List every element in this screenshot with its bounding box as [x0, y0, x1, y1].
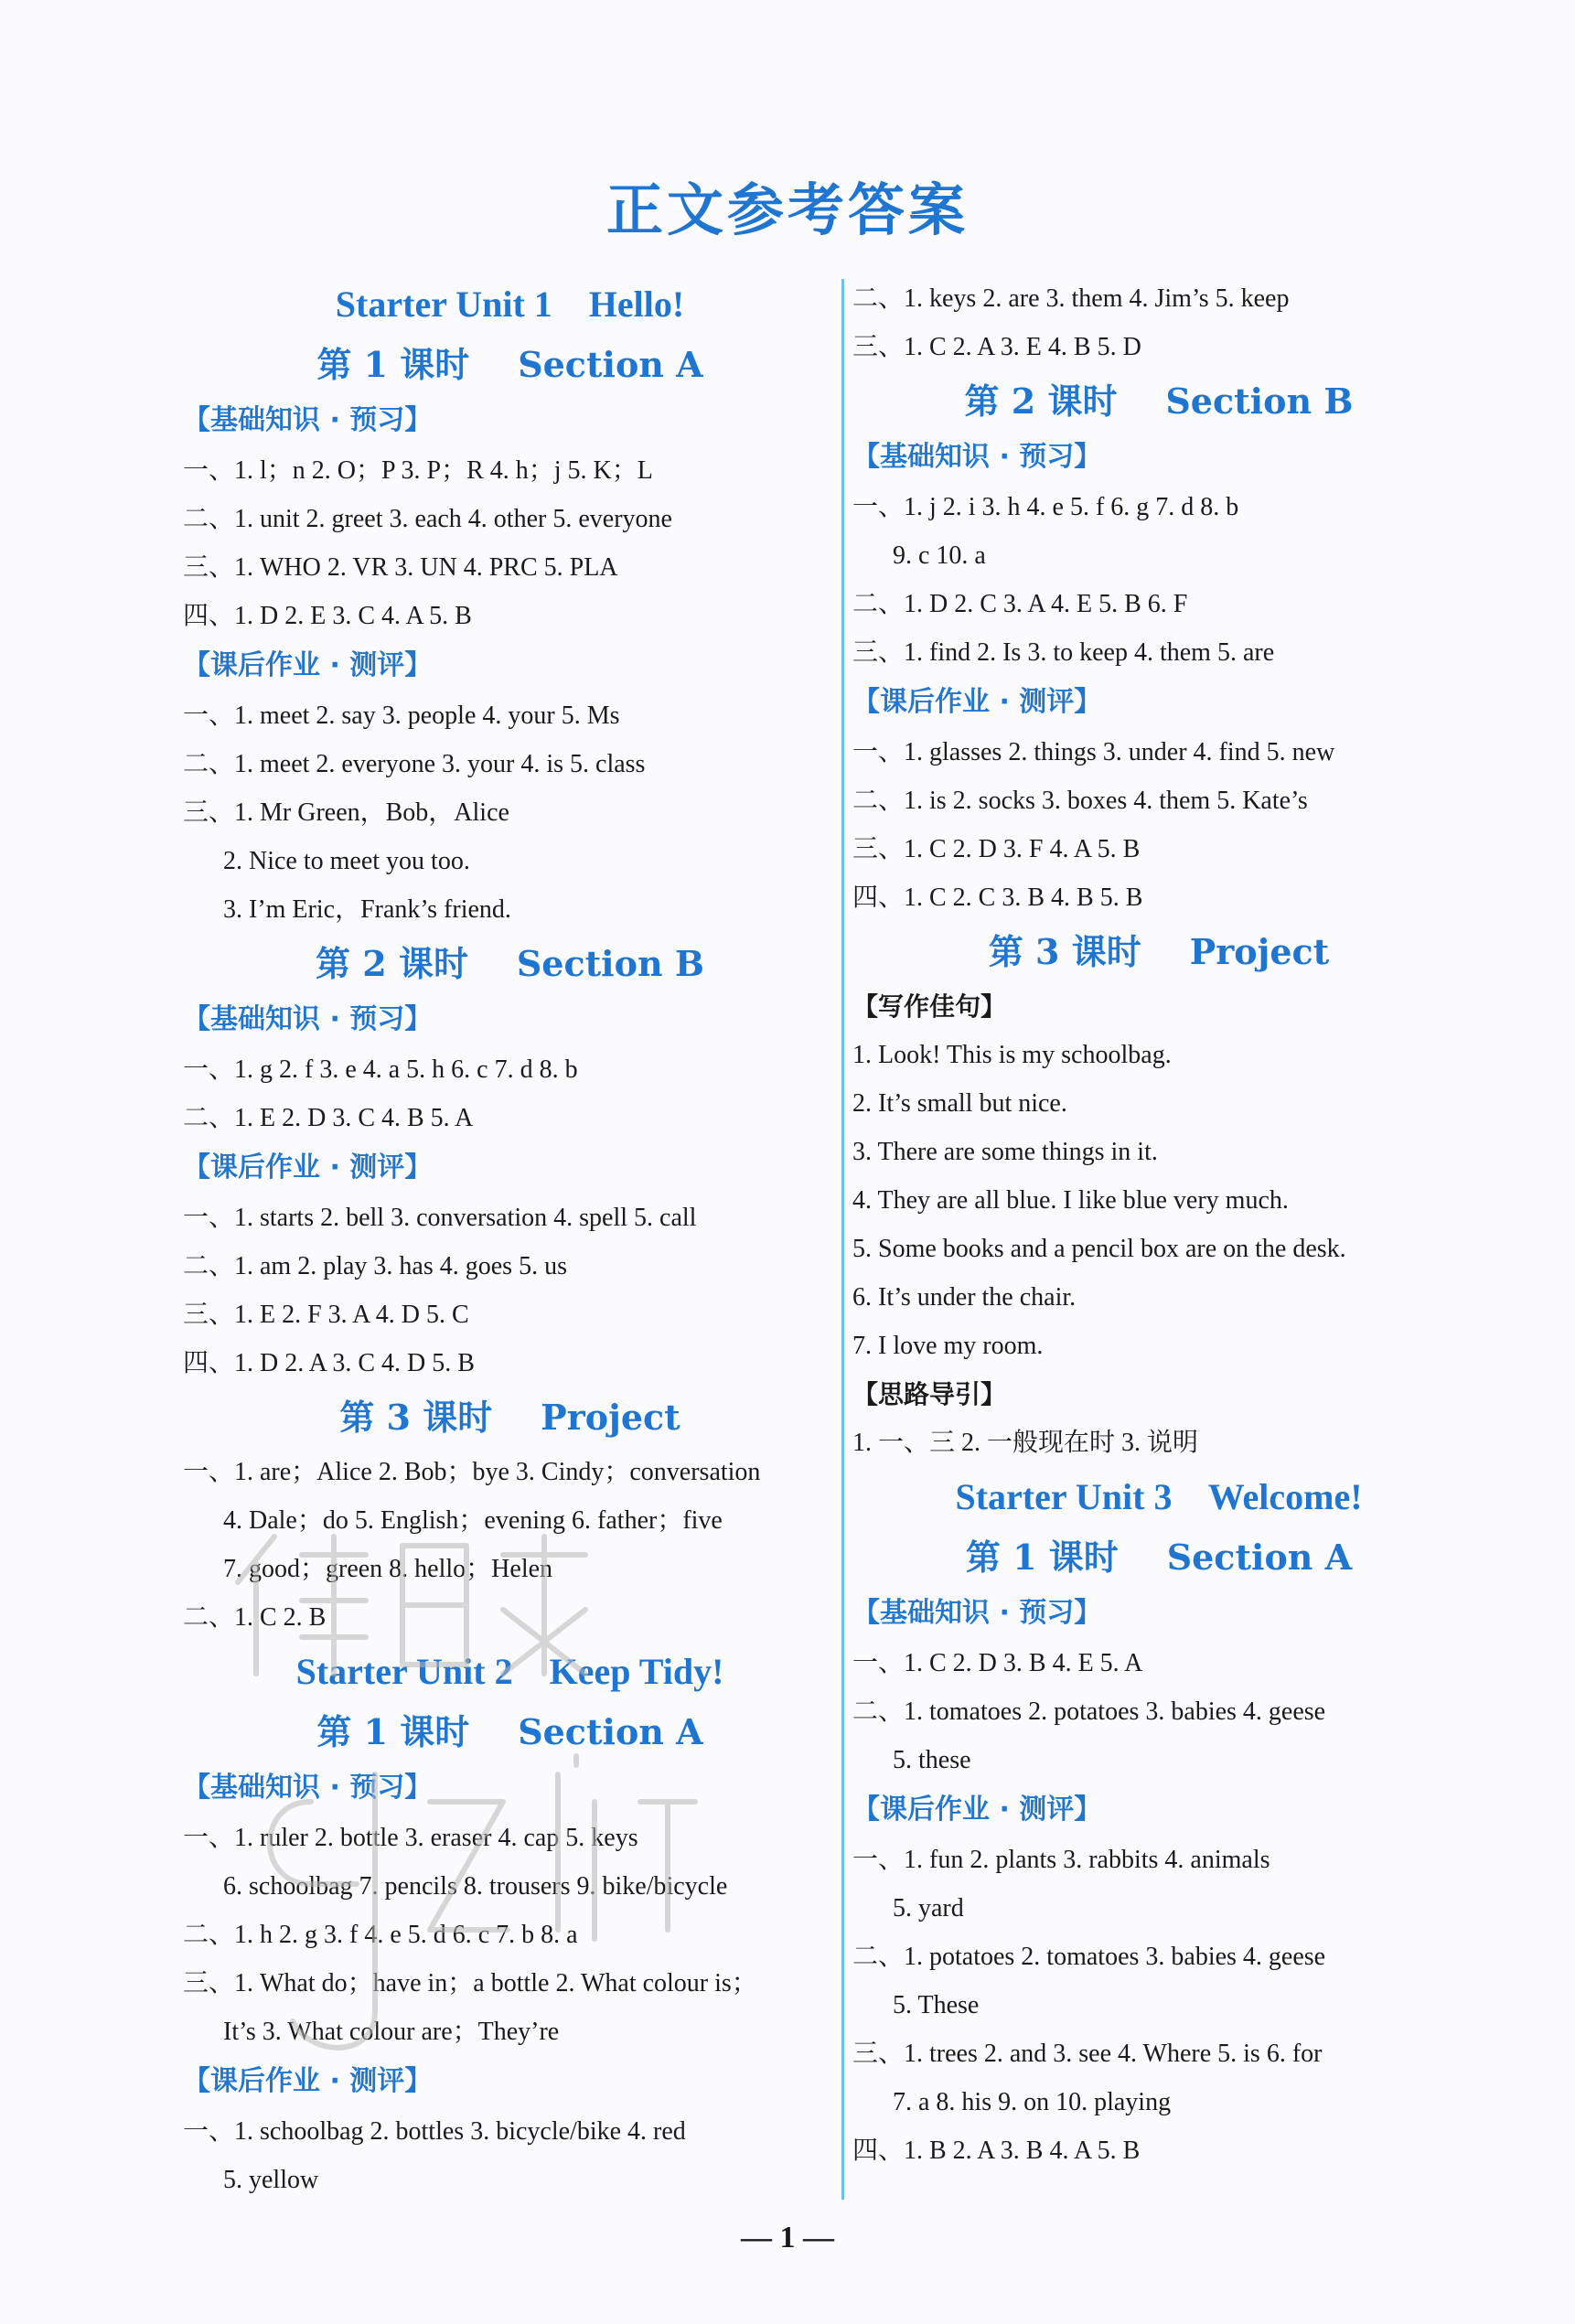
answer-line: 三、1. What do；have in；a bottle 2. What colour is；: [183, 1969, 757, 1997]
answer-line: 二、1. E 2. D 3. C 4. B 5. A: [183, 1104, 474, 1132]
column-divider: [841, 279, 844, 2200]
answer-line: 四、1. B 2. A 3. B 4. A 5. B: [852, 2137, 1141, 2165]
answer-line: 5. These: [893, 1991, 980, 2019]
answer-line: 二、1. potatoes 2. tomatoes 3. babies 4. geese: [852, 1943, 1326, 1971]
answer-line: 三、1. trees 2. and 3. see 4. Where 5. is 6. for: [852, 2040, 1323, 2068]
answer-line: 5. Some books and a pencil box are on the desk.: [852, 1235, 1346, 1263]
answer-line: 7. good；green 8. hello；Helen: [223, 1555, 553, 1583]
section-tag: 【课后作业 · 测评】: [183, 1151, 433, 1183]
answer-line: 一、1. starts 2. bell 3. conversation 4. spell 5. call: [183, 1204, 697, 1232]
answer-line: 7. a 8. his 9. on 10. playing: [893, 2088, 1172, 2116]
answer-line: 四、1. D 2. A 3. C 4. D 5. B: [183, 1349, 475, 1377]
answer-line: 三、1. find 2. Is 3. to keep 4. them 5. are: [852, 638, 1275, 667]
answer-line: 三、1. C 2. A 3. E 4. B 5. D: [852, 333, 1141, 361]
answer-line: 7. I love my room.: [852, 1332, 1044, 1360]
answer-line: 三、1. E 2. F 3. A 4. D 5. C: [183, 1301, 469, 1329]
answer-line: 二、1. D 2. C 3. A 4. E 5. B 6. F: [852, 590, 1188, 618]
answer-line: 二、1. tomatoes 2. potatoes 3. babies 4. geese: [852, 1697, 1326, 1726]
answer-line: 3. There are some things in it.: [852, 1138, 1158, 1166]
lesson-title: 第 3 课时 Project: [339, 1397, 680, 1438]
answer-line: 二、1. keys 2. are 3. them 4. Jim’s 5. keep: [852, 284, 1290, 313]
unit-title: Starter Unit 2 Keep Tidy!: [295, 1651, 724, 1692]
section-tag: 【课后作业 · 测评】: [183, 2065, 433, 2097]
answer-line: 4. They are all blue. I like blue very much.: [852, 1186, 1289, 1215]
section-tag: 【课后作业 · 测评】: [852, 686, 1102, 718]
answer-line: 4. Dale；do 5. English；evening 6. father；five: [223, 1506, 723, 1535]
lesson-title: 第 3 课时 Project: [988, 931, 1330, 972]
answer-line: 5. yard: [893, 1894, 964, 1922]
answer-line: 一、1. glasses 2. things 3. under 4. find 5. new: [852, 738, 1335, 766]
answer-line: 1. Look! This is my schoolbag.: [852, 1041, 1172, 1069]
lesson-title: 第 2 课时 Section B: [316, 943, 704, 984]
lesson-title: 第 2 课时 Section B: [964, 380, 1354, 422]
answer-line: 一、1. are；Alice 2. Bob；bye 3. Cindy；conversation: [183, 1458, 761, 1486]
answer-line: 二、1. C 2. B: [183, 1603, 327, 1632]
answer-line: 三、1. C 2. D 3. F 4. A 5. B: [852, 835, 1141, 863]
answer-line: 一、1. fun 2. plants 3. rabbits 4. animals: [852, 1846, 1270, 1874]
unit-title: Starter Unit 3 Welcome!: [955, 1476, 1363, 1517]
page-title: 正文参考答案: [605, 177, 969, 243]
answer-line: 6. schoolbag 7. pencils 8. trousers 9. bike/bicycle: [223, 1872, 728, 1901]
answer-line: 二、1. am 2. play 3. has 4. goes 5. us: [183, 1252, 567, 1280]
lesson-title: 第 1 课时 Section A: [316, 1711, 703, 1752]
right-column: [852, 274, 1465, 2175]
answer-line: 一、1. meet 2. say 3. people 4. your 5. Ms: [183, 701, 620, 730]
section-tag: 【课后作业 · 测评】: [852, 1794, 1102, 1826]
answer-line: 6. It’s under the chair.: [852, 1283, 1077, 1312]
answer-line: It’s 3. What colour are；They’re: [223, 2018, 560, 2046]
left-column: [183, 274, 837, 2204]
answer-line: 二、1. is 2. socks 3. boxes 4. them 5. Kate’s: [852, 787, 1308, 815]
section-tag: 【基础知识 · 预习】: [183, 404, 433, 436]
answer-line: 三、1. Mr Green，Bob，Alice: [183, 798, 509, 827]
answer-line: 四、1. D 2. E 3. C 4. A 5. B: [183, 602, 472, 630]
answer-line: 2. It’s small but nice.: [852, 1089, 1067, 1118]
section-tag: 【写作佳句】: [852, 991, 1007, 1022]
section-tag: 【基础知识 · 预习】: [852, 1597, 1102, 1629]
answer-line: 一、1. g 2. f 3. e 4. a 5. h 6. c 7. d 8. b: [183, 1055, 578, 1084]
answer-line: 一、1. C 2. D 3. B 4. E 5. A: [852, 1649, 1143, 1677]
answer-line: 一、1. ruler 2. bottle 3. eraser 4. cap 5. keys: [183, 1824, 638, 1852]
section-tag: 【基础知识 · 预习】: [852, 441, 1102, 473]
answer-line: 3. I’m Eric，Frank’s friend.: [223, 895, 511, 924]
answer-line: 三、1. WHO 2. VR 3. UN 4. PRC 5. PLA: [183, 553, 618, 582]
unit-title: Starter Unit 1 Hello!: [335, 284, 685, 325]
lesson-title: 第 1 课时 Section A: [316, 344, 703, 385]
answer-line: 5. these: [893, 1746, 971, 1774]
section-tag: 【基础知识 · 预习】: [183, 1003, 433, 1035]
answer-line: 二、1. h 2. g 3. f 4. e 5. d 6. c 7. b 8. a: [183, 1921, 578, 1949]
answer-line: 四、1. C 2. C 3. B 4. B 5. B: [852, 884, 1143, 912]
answer-line: 一、1. schoolbag 2. bottles 3. bicycle/bike 4. red: [183, 2117, 686, 2146]
answer-line: 一、1. l；n 2. O；P 3. P；R 4. h；j 5. K；L: [183, 456, 653, 485]
answer-line: 二、1. unit 2. greet 3. each 4. other 5. everyone: [183, 505, 672, 533]
section-tag: 【基础知识 · 预习】: [183, 1772, 433, 1804]
answer-line: 二、1. meet 2. everyone 3. your 4. is 5. class: [183, 750, 646, 778]
answer-line: 9. c 10. a: [893, 541, 986, 570]
lesson-title: 第 1 课时 Section A: [965, 1537, 1353, 1578]
answer-line: 2. Nice to meet you too.: [223, 847, 470, 875]
section-tag: 【课后作业 · 测评】: [183, 649, 433, 681]
answer-line: 5. yellow: [223, 2166, 319, 2194]
answer-line: 一、1. j 2. i 3. h 4. e 5. f 6. g 7. d 8. b: [852, 493, 1239, 521]
section-tag: 【思路导引】: [852, 1379, 1007, 1409]
page-number: — 1 —: [741, 2221, 834, 2254]
answer-line: 1. 一、三 2. 一般现在时 3. 说明: [852, 1429, 1199, 1457]
